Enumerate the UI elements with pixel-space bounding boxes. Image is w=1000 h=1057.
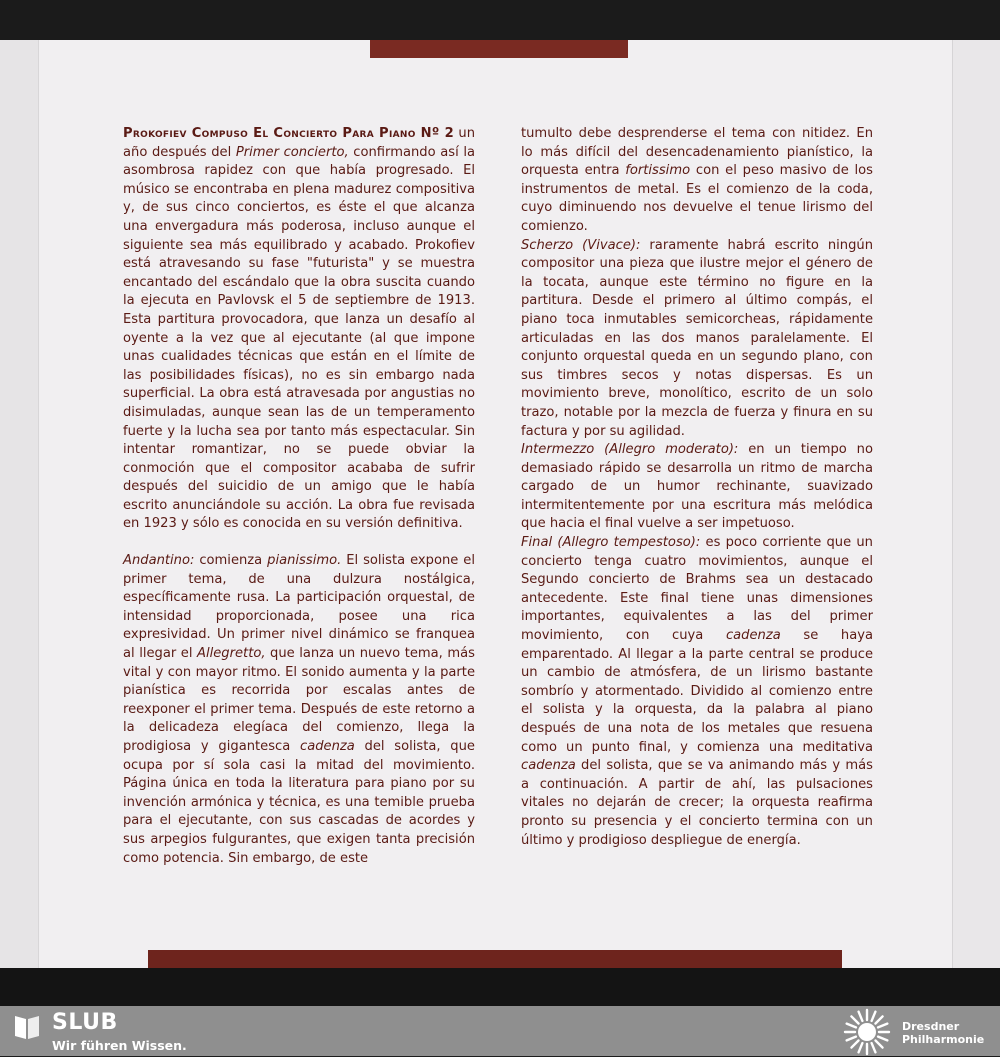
scan-background-top — [0, 0, 1000, 40]
lead-heading: Prokofiev Compuso El Concierto Para Piano Nº 2 — [123, 126, 455, 141]
final-paragraph: Final (Allegro tempestoso): es poco corriente que un concierto tenga cuatro movimientos, aunque el Segundo concierto de Brahms sea un destacado antecedente. Este final tiene unas dimensiones importantes, equivalentes a las del primer movimiento, con cuya cadenza se haya emparentado. Al llegar a la parte central se produce un cambio de atmósfera, de un lirismo bastante sombrío y atormentado. Dividido al comienzo entre el solista y la orquesta, da la palabra al piano después de una nota de los metales que resuena como un punto final, y comienza una meditativa cadenza del solista, que se va animando más y más a continuación. A partir de ahí, las pulsaciones vitales no dejarán de crecer; la orquesta reafirma pronto su presencia y el concierto termina con un último y prodigioso despliegue de energía. — [521, 535, 873, 848]
sun-ray — [875, 1040, 882, 1047]
andantino-paragraph: Andantino: comienza pianissimo. El solista expone el primer tema, de una dulzura nostálgica, específicamente rusa. La participación orquestal, de intensidad proporcionada, posee una rica expresividad. Un primer nivel dinámico se franquea al llegar el Allegretto, que lanza un nuevo tema, más vital y con mayor ritmo. El sonido aumenta y la parte pianística es recorrida por escalas antes de reexponer el primer tema. Después de este retorno a la delicadeza elegíaca del comienzo, llega la prodigiosa y gigantesca cadenza del solista, que ocupa por sí sola casi la mitad del movimiento. Página única en toda la literatura para piano por su invención armónica y técnica, es una temible prueba para el ejecutante, con sus cascadas de acordes y sus arpegios fulgurantes, que exigen tanta precisión como potencia. Sin embargo, de este — [123, 553, 475, 866]
page-left-fold — [0, 40, 39, 968]
sun-ray — [847, 1024, 856, 1028]
sun-ray — [878, 1024, 887, 1028]
sun-ray — [875, 1016, 882, 1023]
sun-ray — [851, 1040, 858, 1047]
page-right-fold — [952, 40, 1000, 968]
intro-paragraph: Prokofiev Compuso El Concierto Para Piano Nº 2 un año después del Primer concierto, confirmando así la asombrosa rapidez con que había progresado. El músico se encontraba en plena madurez compositiva y, de sus cinco conciertos, es éste el que alcanza una envergadura más poderosa, incluso aunque el siguiente sea más equilibrado y acabado. Prokofiev está atravesando su fase "futurista" y se muestra encantado del escándalo que la obra suscita cuando la ejecuta en Pavlovsk el 5 de septiembre de 1913. Esta partitura provocadora, que lanza un desafío al oyente a la vez que al ejecutante (al que impone unas cualidades técnicas que están en el límite de las posibilidades físicas), no es sin embargo nada superficial. La obra está atravesada por angustias no disimuladas, aunque sean las de un temperamento fuerte y la lucha sea por tanto más espectacular. Sin intentar romantizar, no se puede obviar la conmoción que el compositor acababa de sufrir después del suicidio de un amigo que le había escrito anunciándole su acción. La obra fue revisada en 1923 y sólo es conocida en su versión definitiva. — [123, 126, 475, 532]
library-tagline: Wir führen Wissen. — [52, 1038, 187, 1053]
scan-background-bottom — [0, 968, 1000, 1006]
sun-ray — [859, 1012, 863, 1021]
sun-ray — [859, 1043, 863, 1052]
decorative-bar-top — [370, 40, 628, 58]
sun-ray — [847, 1037, 856, 1041]
coda-paragraph: tumulto debe desprenderse el tema con nitidez. En lo más difícil del desencadenamiento pianístico, la orquesta entra fortissimo con el peso masivo de los instrumentos de metal. Es el comienzo de la coda, cuyo diminuendo nos devuelve el tenue lirismo del comienzo. — [521, 126, 873, 234]
intermezzo-paragraph: Intermezzo (Allegro moderato): en un tiempo no demasiado rápido se desarrolla un ritmo de marcha cargado de un humor rechinante, suavizado intermitentemente por una escritura más melódica que hacia el final vuelve a ser impetuoso. — [521, 442, 873, 532]
slub-book-icon — [12, 1012, 42, 1042]
text-column-left — [123, 125, 475, 868]
scherzo-paragraph: Scherzo (Vivace): raramente habrá escrito ningún compositor una pieza que ilustre mejor el género de la tocata, aunque este término no figure en la partitura. Desde el primero al último compás, el piano toca inmutables semicorcheas, rápidamente articuladas en las dos manos paralelamente. El conjunto orquestal queda en un segundo plano, con sus timbres secos y notas dispersas. Es un movimiento breve, monolítico, escrito de un solo trazo, notable por la mezcla de fuerza y finura en su factura y por su agilidad. — [521, 237, 873, 439]
footer-banner — [0, 1006, 1000, 1056]
dresdner-philharmonie-sun-icon — [842, 1007, 892, 1057]
decorative-bar-bottom — [148, 950, 842, 968]
text-column-right — [521, 125, 873, 850]
library-name[interactable]: SLUB — [52, 1010, 118, 1035]
sun-ray — [872, 1043, 876, 1052]
sun-ray — [878, 1037, 887, 1041]
sun-ray — [851, 1016, 858, 1023]
partner-name[interactable]: Dresdner Philharmonie — [902, 1020, 985, 1046]
sun-ray — [872, 1012, 876, 1021]
